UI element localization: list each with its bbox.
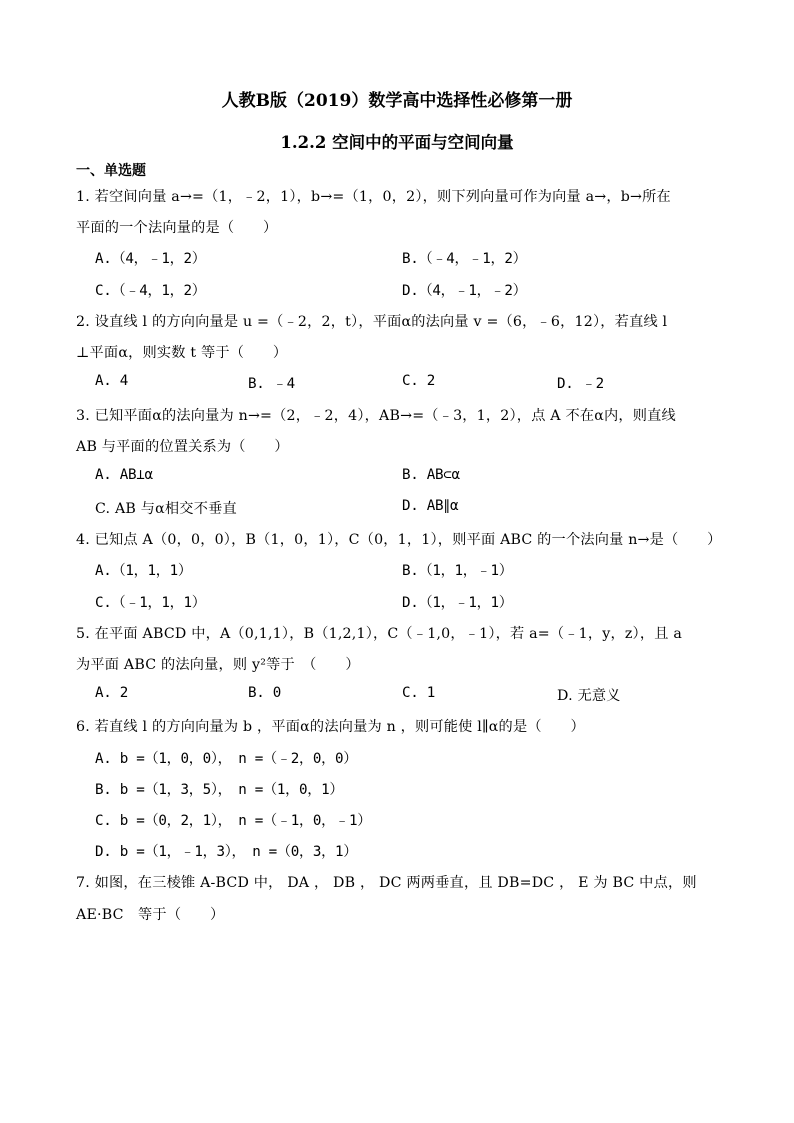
question-3-option-b: B. AB⊂α (402, 467, 460, 483)
question-2-line-2: ⊥平面α，则实数 t 等于（ ） (76, 345, 288, 361)
question-5-option-b: B. 0 (248, 685, 281, 701)
question-3-line-1: 3. 已知平面α的法向量为 n→=（2，﹣2，4），AB→=（﹣3，1，2），点 A 不在α内，则直线 (76, 408, 676, 424)
question-4-option-b: B.（1，1，﹣1） (402, 563, 513, 579)
question-5-line-2: 为平面 ABC 的法向量，则 y²等于 （ ） (76, 657, 360, 673)
question-1-line-1: 1. 若空间向量 a→=（1，﹣2，1），b→=（1，0，2），则下列向量可作为向量 a→，b→所在 (76, 189, 671, 205)
question-3-option-a: A. AB⊥α (95, 467, 153, 483)
question-1-option-c: C.（﹣4，1，2） (95, 283, 206, 299)
question-7-line-1: 7. 如图，在三棱锥 A-BCD 中， DA ， DB ， DC 两两垂直，且 DB=DC ， E 为 BC 中点，则 (76, 875, 697, 891)
question-2-option-c: C. 2 (402, 373, 435, 389)
question-6-option-b: B. b =（1，3，5）， n =（1，0，1） (95, 782, 344, 798)
question-1-option-a: A.（4，﹣1，2） (95, 251, 206, 267)
question-4-line-1: 4. 已知点 A（0，0，0），B（1，0，1），C（0，1，1），则平面 ABC 的一个法向量 n→是（ ） (76, 532, 722, 548)
question-5-line-1: 5. 在平面 ABCD 中，A（0,1,1），B（1,2,1），C（﹣1,0，﹣1），若 a=（﹣1，y，z），且 a (76, 626, 682, 642)
question-2-line-1: 2. 设直线 l 的方向向量是 u =（﹣2，2，t），平面α的法向量 v =（6，﹣6，12），若直线 l (76, 314, 668, 330)
question-6-option-a: A. b =（1，0，0）， n =（﹣2，0，0） (95, 751, 358, 767)
question-2-option-a: A. 4 (95, 373, 128, 389)
question-1-option-d: D.（4，﹣1，﹣2） (402, 283, 527, 299)
question-6-option-c: C. b =（0，2，1）， n =（﹣1，0，﹣1） (95, 813, 372, 829)
question-5-option-c: C. 1 (402, 685, 435, 701)
question-6-line-1: 6. 若直线 l 的方向向量为 b ，平面α的法向量为 n ，则可能使 l∥α的是（ ） (76, 719, 585, 735)
question-4-option-d: D.（1，﹣1，1） (402, 595, 513, 611)
question-3-option-c: C. AB 与α相交不垂直 (95, 501, 237, 517)
question-6-option-d: D. b =（1，﹣1，3）， n =（0，3，1） (95, 844, 358, 860)
question-2-option-b: B. ﹣4 (248, 376, 295, 392)
question-2-option-d: D. ﹣2 (557, 376, 604, 392)
question-5-option-a: A. 2 (95, 685, 128, 701)
question-7-line-2: AE·BC 等于（ ） (76, 907, 225, 923)
question-3-option-d: D. AB∥α (402, 498, 459, 514)
document-subtitle: 1.2.2 空间中的平面与空间向量 (280, 133, 514, 152)
question-1-option-b: B.（﹣4，﹣1，2） (402, 251, 527, 267)
question-4-option-c: C.（﹣1，1，1） (95, 595, 206, 611)
section-heading: 一、单选题 (76, 163, 146, 179)
question-1-line-2: 平面的一个法向量的是（ ） (76, 220, 278, 236)
question-3-line-2: AB 与平面的位置关系为（ ） (76, 439, 289, 455)
question-4-option-a: A.（1，1，1） (95, 563, 192, 579)
document-title: 人教B版（2019）数学高中选择性必修第一册 (221, 91, 573, 111)
question-5-option-d: D. 无意义 (557, 688, 621, 704)
